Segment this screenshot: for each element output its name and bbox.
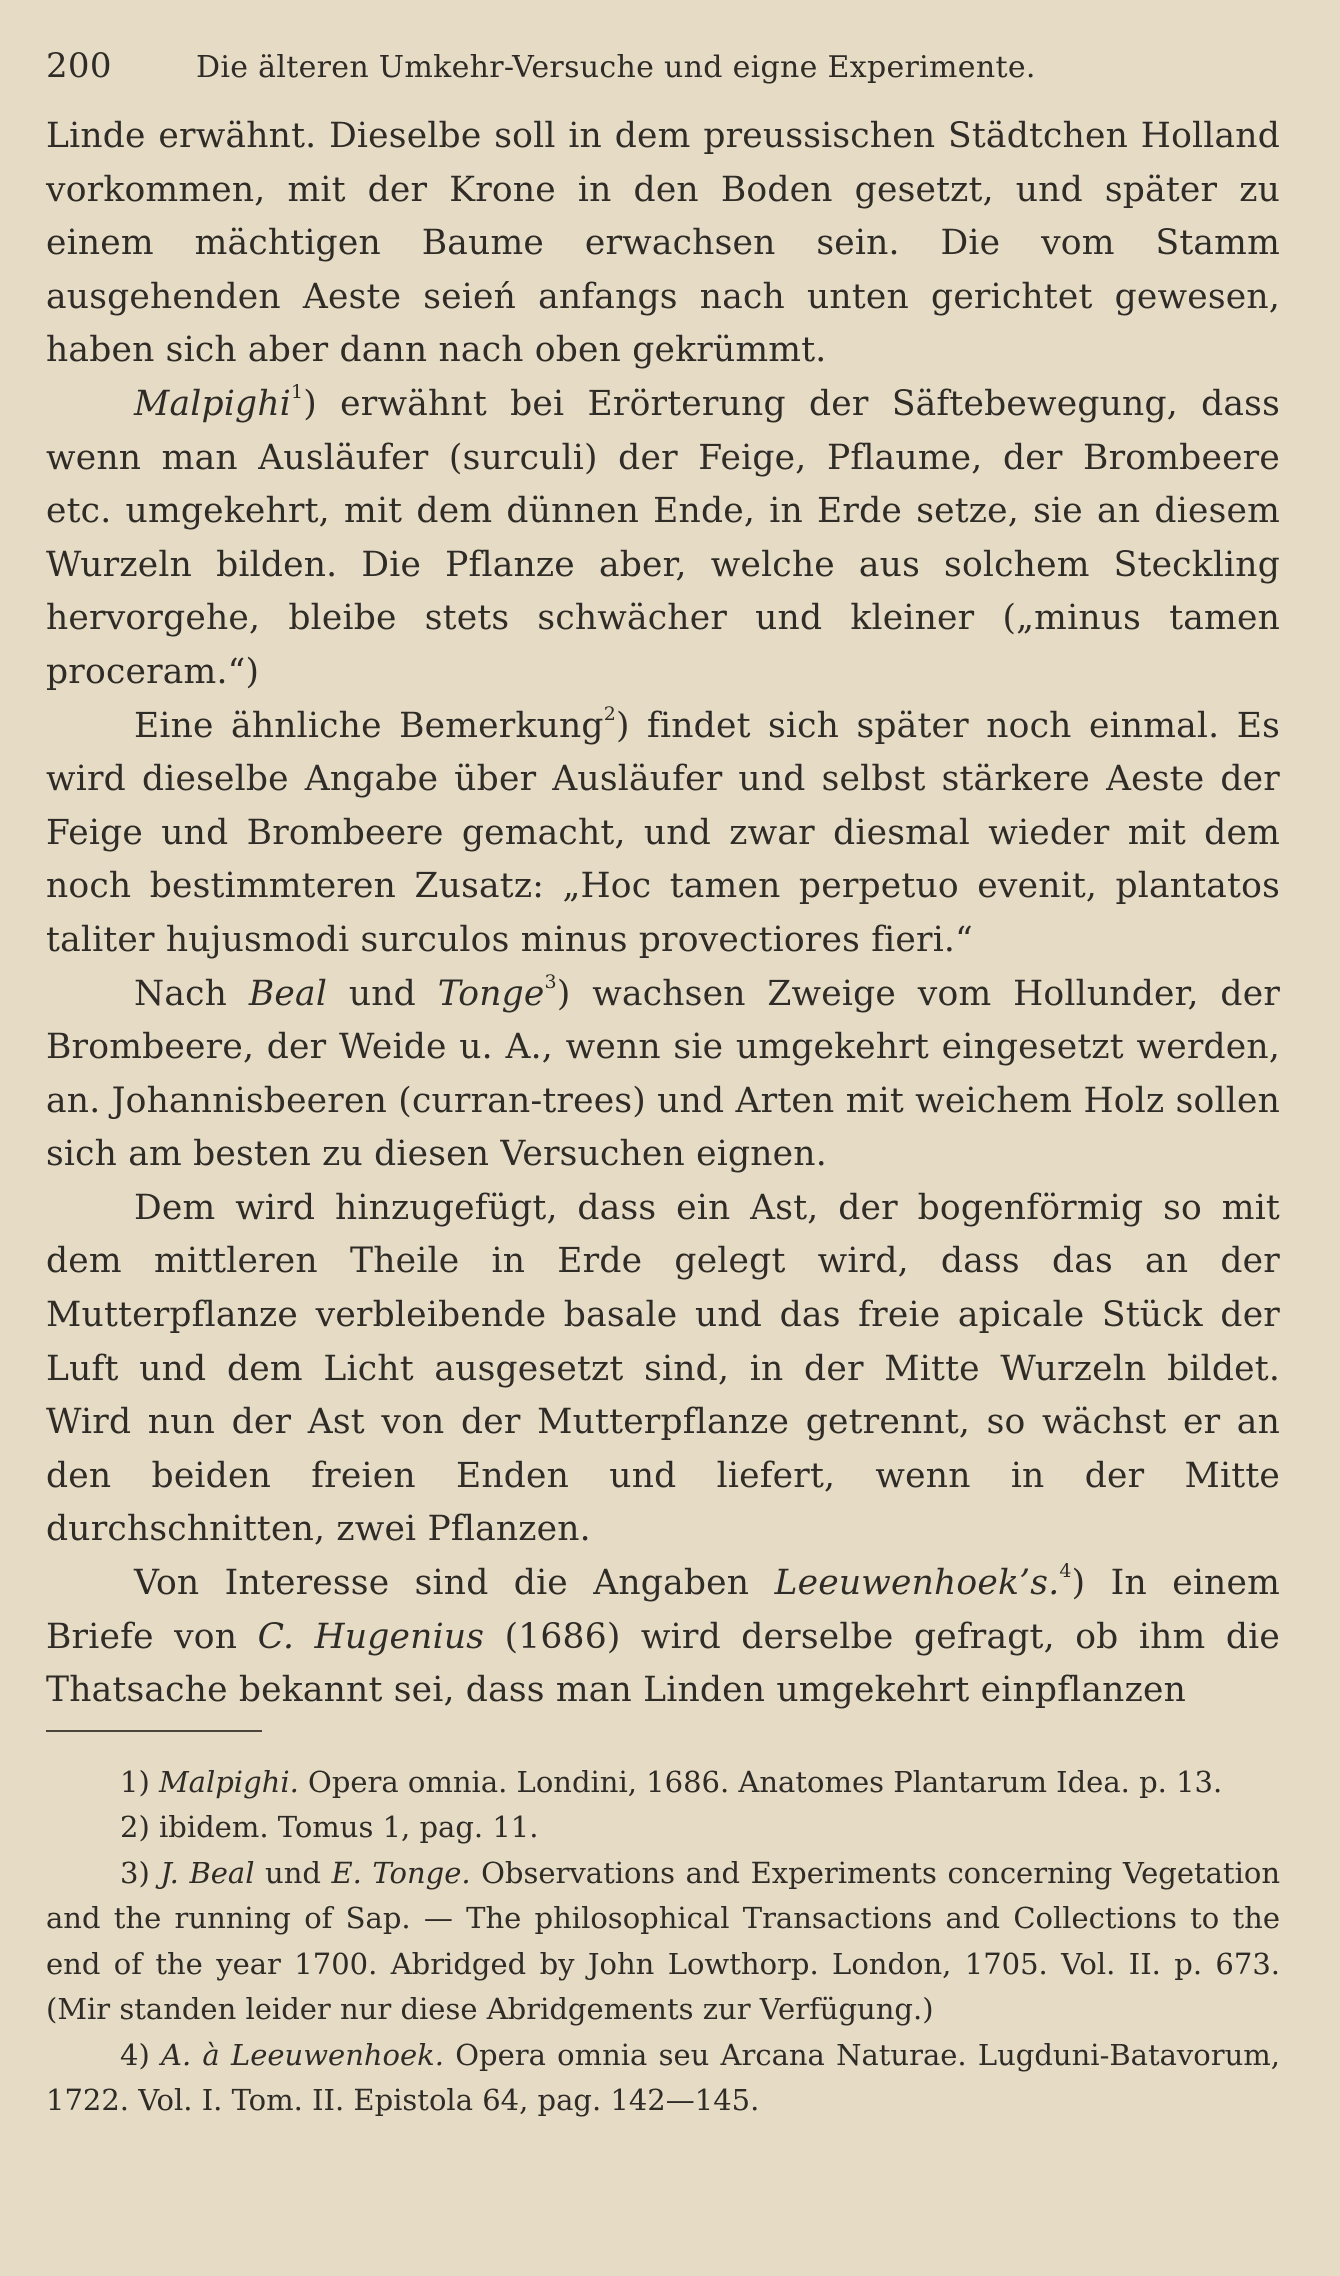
- author-name: Beal: [248, 973, 328, 1014]
- paragraph-1: Linde erwähnt. Dieselbe soll in dem preussischen Städtchen Holland vorkommen, mit der Krone in den Boden gesetzt, und später zu einem mächtigen Baume erwachsen sein. Die vom Stamm ausgehenden Aeste seień anfangs nach unten gerichtet gewesen, haben sich aber dann nach oben gekrümmt.: [46, 116, 1280, 371]
- footnote-text: Opera omnia. Londini, 1686. Anatomes Plantarum Idea. p. 13.: [308, 1764, 1223, 1799]
- paragraph-text: und: [348, 973, 416, 1014]
- author-name: Tonge: [437, 973, 545, 1014]
- footnote-mark: 4): [120, 2037, 150, 2072]
- footnote-3: [46, 1851, 1280, 2033]
- footnote-mark: 2): [120, 1810, 150, 1845]
- footnote-ref: 3: [544, 970, 557, 993]
- paragraph-text: ) erwähnt bei Erörterung der Säftebewegung, dass wenn man Ausläufer (surculi) der Feige, Pflaume, der Brombeere etc. umgekehrt, mit dem dünnen Ende, in Erde setze, sie an diesem Wurzeln bilden. Die Pflanze aber, welche aus solchem Steckling hervorgehe, bleibe stets schwächer und kleiner („minus tamen proceram.“): [46, 383, 1280, 692]
- paragraph-text: ) In einem Briefe von: [46, 1563, 1280, 1657]
- footnote-1: [46, 1760, 1280, 1806]
- paragraph-text: (1686) wird derselbe gefragt, ob ihm die Thatsache bekannt sei, dass man Linden umgekehrt einpflanzen: [46, 1616, 1280, 1711]
- footnote-ref: 4: [1059, 1559, 1072, 1582]
- footnote-ref: 1: [291, 380, 304, 403]
- paragraph-text: Von Interesse sind die Angaben: [134, 1563, 750, 1604]
- paragraph-text: ) findet sich später noch einmal. Es wird dieselbe Angabe über Ausläufer und selbst stärkere Aeste der Feige und Brombeere gemacht, und zwar diesmal wieder mit dem noch bestimmteren Zusatz: „Hoc tamen perpetuo evenit, plantatos taliter hujusmodi surculos minus provectiores fieri.“: [46, 705, 1280, 960]
- author-name: E. Tonge.: [331, 1855, 471, 1890]
- paragraph-text: ) wachsen Zweige vom Hollunder, der Brombeere, der Weide u. A., wenn sie umgekehrt eingesetzt werden, an. Johannisbeeren (curran-trees) und Arten mit weichem Holz sollen sich am besten zu diesen Versuchen eignen.: [46, 973, 1281, 1175]
- author-name: Malpighi.: [158, 1764, 299, 1799]
- page-number: 200: [46, 46, 112, 86]
- paragraph-text: Nach: [134, 973, 228, 1014]
- paragraph-3: [46, 700, 1280, 968]
- footnote-text: ibidem. Tomus 1, pag. 11.: [158, 1810, 539, 1845]
- paragraph-2: [46, 378, 1280, 700]
- body-text: [46, 110, 1280, 1718]
- footnote-text: Observations and Experiments concerning Vegetation and the running of Sap. — The philosophical Transactions and Collections to the end of the year 1700. Abridged by John Lowthorp. London, 1705. Vol. II. p. 673. (Mir standen leider nur diese Abridgements zur Verfügung.): [46, 1855, 1280, 2027]
- footnote-text: und: [265, 1855, 321, 1890]
- footnote-text: Opera omnia seu Arcana Naturae. Lugduni-Batavorum, 1722. Vol. I. Tom. II. Epistola 64, pag. 142—145.: [46, 2037, 1281, 2118]
- footnotes: [46, 1760, 1280, 2124]
- author-name: J. Beal: [160, 1855, 255, 1890]
- author-name: Leeuwenhoek’s.: [774, 1563, 1060, 1604]
- paragraph-5: Dem wird hinzugefügt, dass ein Ast, der bogenförmig so mit dem mittleren Theile in Erde gelegt wird, dass das an der Mutterpflanze verbleibende basale und das freie apicale Stück der Luft und dem Licht ausgesetzt sind, in der Mitte Wurzeln bildet. Wird nun der Ast von der Mutterpflanze getrennt, so wächst er an den beiden freien Enden und liefert, wenn in der Mitte durchschnitten, zwei Pflanzen.: [46, 1187, 1280, 1550]
- paragraph-text: Eine ähnliche Bemerkung: [134, 705, 604, 746]
- paragraph-6: [46, 1557, 1280, 1718]
- author-name: A. à Leeuwenhoek.: [161, 2037, 444, 2072]
- author-name: Malpighi: [134, 383, 291, 424]
- footnote-2: [46, 1805, 1280, 1851]
- author-name: C. Hugenius: [257, 1616, 485, 1657]
- footnote-mark: 3): [120, 1855, 150, 1890]
- paragraph-4: [46, 968, 1280, 1182]
- running-title: Die älteren Umkehr-Versuche und eigne Experimente.: [196, 50, 1036, 85]
- running-head: [46, 46, 1280, 86]
- footnote-divider: [46, 1730, 262, 1732]
- footnote-mark: 1): [120, 1764, 150, 1799]
- footnote-ref: 2: [603, 702, 616, 725]
- footnote-4: [46, 2033, 1280, 2124]
